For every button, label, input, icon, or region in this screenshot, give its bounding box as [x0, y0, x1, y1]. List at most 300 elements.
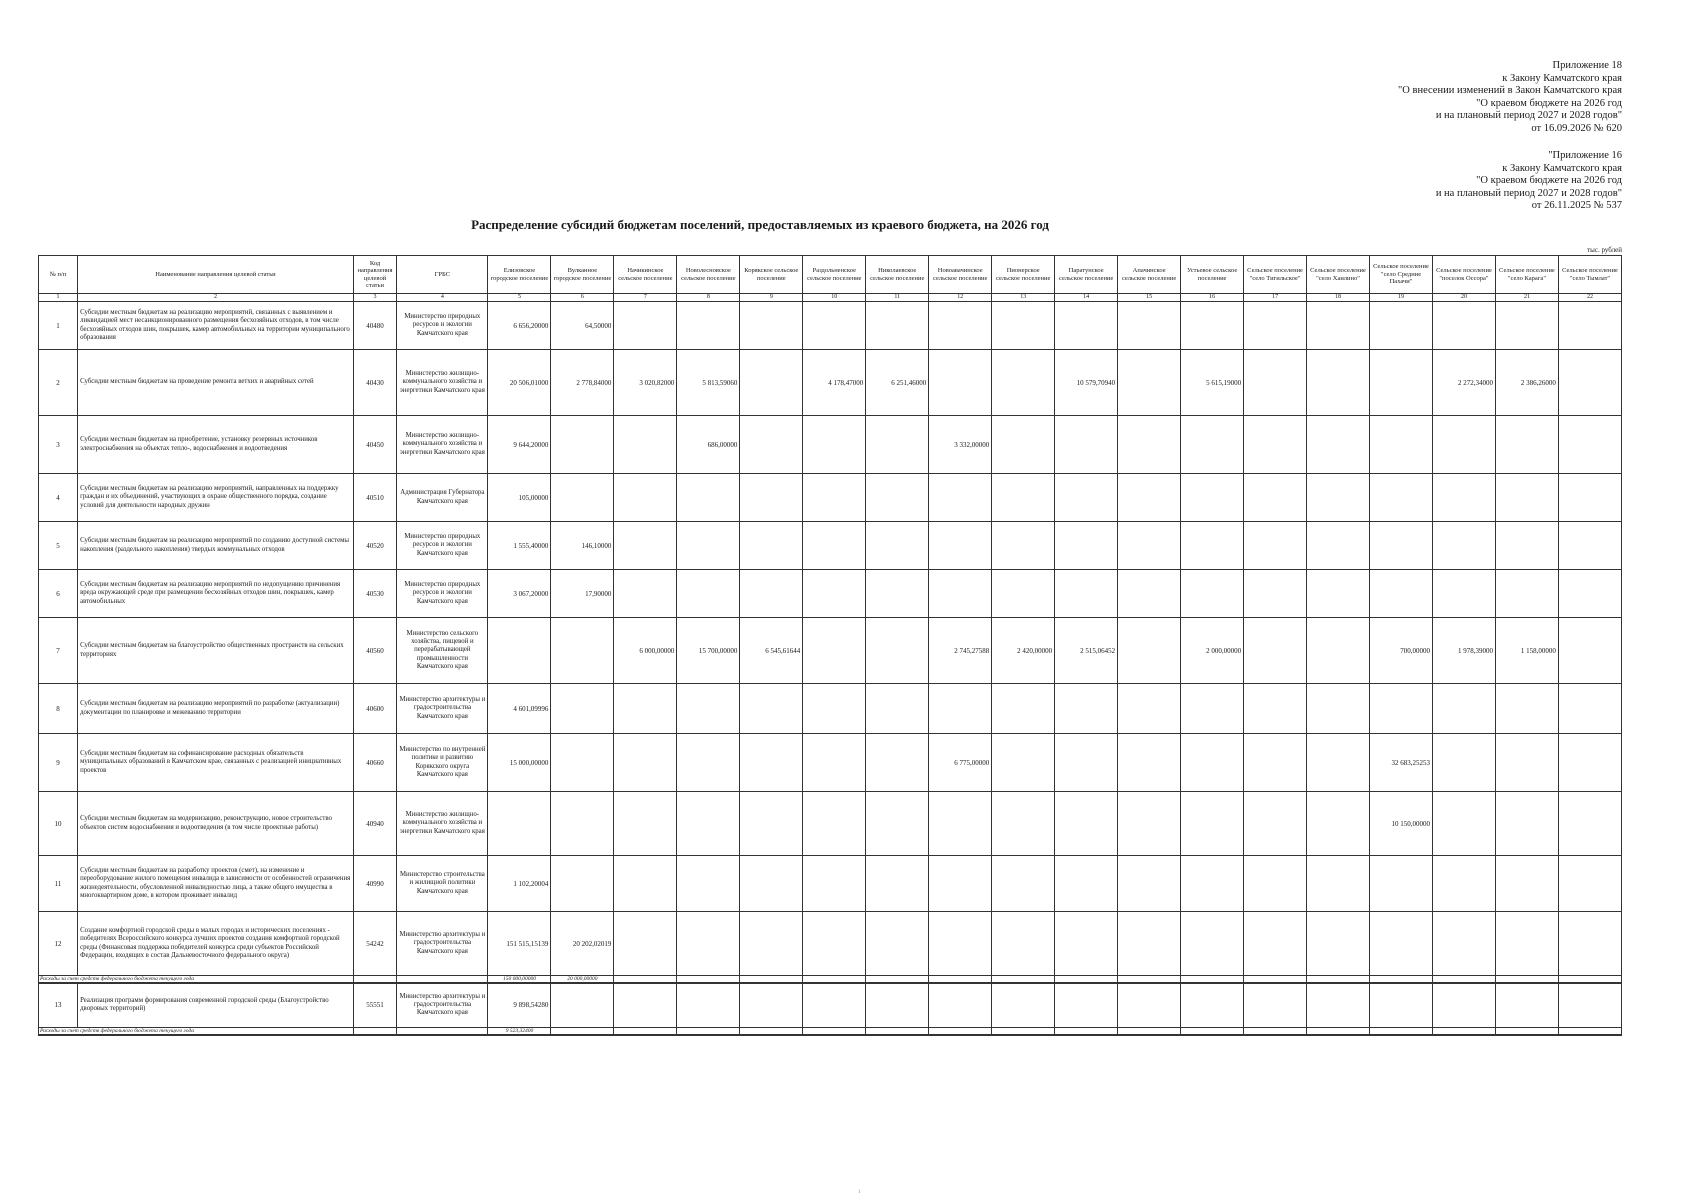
amount-cell — [614, 522, 677, 570]
direction-name: Субсидии местным бюджетам на реализацию мероприятий по разработке (актуализации) документации по планировке и межеванию территории — [78, 684, 354, 734]
amount-cell: 6 656,20000 — [488, 302, 551, 350]
amount-cell — [614, 570, 677, 618]
amount-cell — [803, 618, 866, 684]
amount-cell — [1118, 522, 1181, 570]
amount-cell — [1432, 734, 1495, 792]
annex-line: "О краевом бюджете на 2026 год — [1476, 175, 1622, 186]
amount-cell — [1118, 416, 1181, 474]
amount-cell: 2 778,84000 — [551, 350, 614, 416]
direction-name: Субсидии местным бюджетам на приобретение, установку резервных источников электроснабжения на объектах тепло-, водоснабжения и водоотведения — [78, 416, 354, 474]
amount-cell — [992, 302, 1055, 350]
column-number: 10 — [803, 294, 866, 302]
annex-line: "О внесении изменений в Закон Камчатского края — [1398, 85, 1622, 96]
amount-cell — [1432, 983, 1495, 1027]
direction-name: Субсидии местным бюджетам на реализацию мероприятий, связанных с выявлением и ликвидацией мест несанкционированного размещения бесхозяйных отходов, в том числе бесхозяйных отходов шин, покрышек, камер автомобильных на территории муниципального образования — [78, 302, 354, 350]
amount-cell — [1118, 684, 1181, 734]
amount-cell — [740, 912, 803, 976]
row-number: 1 — [39, 302, 78, 350]
amount-cell — [1558, 350, 1621, 416]
amount-cell — [1181, 792, 1244, 856]
federal-amount-cell — [1244, 1027, 1307, 1035]
direction-code: 40510 — [353, 474, 396, 522]
amount-cell — [1558, 302, 1621, 350]
amount-cell — [1495, 474, 1558, 522]
empty-cell — [397, 976, 488, 984]
annex-line: от 16.09.2026 № 620 — [1531, 122, 1622, 134]
amount-cell — [992, 522, 1055, 570]
federal-note: Расходы за счет средств федерального бюджета текущего года — [39, 976, 354, 984]
federal-amount-cell — [1055, 976, 1118, 984]
direction-code: 54242 — [353, 912, 396, 976]
amount-cell — [1055, 734, 1118, 792]
federal-amount-cell — [1558, 1027, 1621, 1035]
amount-cell — [866, 912, 929, 976]
grbs-name: Министерство жилищно-коммунального хозяйства и энергетики Камчатского края — [397, 350, 488, 416]
column-number-row — [39, 294, 1622, 302]
column-number: 6 — [551, 294, 614, 302]
amount-cell: 20 506,01000 — [488, 350, 551, 416]
federal-amount-cell: 20 000,00000 — [551, 976, 614, 984]
federal-amount-cell — [803, 1027, 866, 1035]
amount-cell — [740, 734, 803, 792]
column-number: 11 — [866, 294, 929, 302]
amount-cell — [488, 618, 551, 684]
amount-cell: 6 251,46000 — [866, 350, 929, 416]
amount-cell — [1307, 856, 1370, 912]
amount-cell — [992, 734, 1055, 792]
column-header: Раздольненское сельское поселение — [803, 256, 866, 294]
amount-cell — [1244, 983, 1307, 1027]
federal-amount-cell — [992, 1027, 1055, 1035]
table-row — [39, 350, 1622, 416]
amount-cell — [1181, 570, 1244, 618]
amount-cell: 15 700,00000 — [677, 618, 740, 684]
amount-cell — [992, 570, 1055, 618]
column-header: Паратунское сельское поселение — [1055, 256, 1118, 294]
amount-cell — [929, 474, 992, 522]
amount-cell — [1118, 856, 1181, 912]
amount-cell — [803, 416, 866, 474]
column-header: Сельское поселение "село Хаилино" — [1307, 256, 1370, 294]
amount-cell — [551, 474, 614, 522]
grbs-name: Министерство архитектуры и градостроительства Камчатского края — [397, 912, 488, 976]
amount-cell — [551, 856, 614, 912]
amount-cell — [677, 734, 740, 792]
amount-cell — [1118, 570, 1181, 618]
amount-cell — [1181, 856, 1244, 912]
amount-cell — [1181, 684, 1244, 734]
amount-cell — [1244, 570, 1307, 618]
federal-amount-cell — [1432, 976, 1495, 984]
amount-cell — [1244, 856, 1307, 912]
amount-cell — [1055, 302, 1118, 350]
amount-cell — [866, 416, 929, 474]
annex-line: и на плановый период 2027 и 2028 годов" — [1435, 187, 1622, 199]
column-header: Сельское поселение "поселок Оссора" — [1432, 256, 1495, 294]
column-number: 12 — [929, 294, 992, 302]
column-header: Пионерское сельское поселение — [992, 256, 1055, 294]
amount-cell — [1495, 856, 1558, 912]
amount-cell — [1432, 856, 1495, 912]
column-number: 1 — [39, 294, 78, 302]
federal-amount-cell — [929, 976, 992, 984]
column-header: Сельское поселение "село Средние Пахачи" — [1370, 256, 1433, 294]
amount-cell: 686,00000 — [677, 416, 740, 474]
amount-cell: 9 898,54280 — [488, 983, 551, 1027]
amount-cell — [1055, 912, 1118, 976]
direction-name: Субсидии местным бюджетам на благоустройство общественных пространств на сельских территориях — [78, 618, 354, 684]
amount-cell — [866, 570, 929, 618]
empty-cell — [397, 1027, 488, 1035]
column-header: Новоавачинское сельское поселение — [929, 256, 992, 294]
empty-cell — [353, 976, 396, 984]
page-mark: 1 — [858, 1190, 861, 1195]
amount-cell — [992, 684, 1055, 734]
amount-cell — [803, 684, 866, 734]
amount-cell — [677, 792, 740, 856]
amount-cell: 151 515,15139 — [488, 912, 551, 976]
amount-cell: 20 202,02019 — [551, 912, 614, 976]
amount-cell — [1181, 302, 1244, 350]
amount-cell — [1432, 416, 1495, 474]
amount-cell — [1370, 474, 1433, 522]
amount-cell — [1181, 522, 1244, 570]
column-header: Сельское поселение "село Тигильское" — [1244, 256, 1307, 294]
amount-cell — [1244, 618, 1307, 684]
amount-cell — [1244, 474, 1307, 522]
amount-cell — [929, 983, 992, 1027]
amount-cell — [803, 474, 866, 522]
federal-amount-cell — [1558, 976, 1621, 984]
amount-cell — [992, 983, 1055, 1027]
direction-code: 40560 — [353, 618, 396, 684]
column-header: Сельское поселение "село Карага" — [1495, 256, 1558, 294]
amount-cell — [1432, 474, 1495, 522]
grbs-name: Администрация Губернатора Камчатского края — [397, 474, 488, 522]
amount-cell — [866, 522, 929, 570]
column-header: Наименование направления целевой статьи — [78, 256, 354, 294]
amount-cell — [1307, 416, 1370, 474]
table-row — [39, 302, 1622, 350]
amount-cell — [866, 983, 929, 1027]
amount-cell — [1118, 983, 1181, 1027]
column-number: 3 — [353, 294, 396, 302]
table-row — [39, 912, 1622, 976]
amount-cell — [1370, 983, 1433, 1027]
amount-cell — [1055, 983, 1118, 1027]
grbs-name: Министерство жилищно-коммунального хозяйства и энергетики Камчатского края — [397, 416, 488, 474]
column-number: 20 — [1432, 294, 1495, 302]
column-header: Николаевское сельское поселение — [866, 256, 929, 294]
grbs-name: Министерство природных ресурсов и экологии Камчатского края — [397, 522, 488, 570]
amount-cell — [1432, 570, 1495, 618]
table-row — [39, 856, 1622, 912]
amount-cell — [1432, 522, 1495, 570]
amount-cell — [929, 792, 992, 856]
column-header: Корякское сельское поселение — [740, 256, 803, 294]
amount-cell — [1558, 474, 1621, 522]
amount-cell: 1 555,40000 — [488, 522, 551, 570]
amount-cell: 2 420,00000 — [992, 618, 1055, 684]
federal-amount-cell — [1118, 976, 1181, 984]
amount-cell: 2 745,27588 — [929, 618, 992, 684]
amount-cell — [551, 983, 614, 1027]
amount-cell: 6 545,61644 — [740, 618, 803, 684]
row-number: 13 — [39, 983, 78, 1027]
amount-cell — [803, 734, 866, 792]
column-number: 18 — [1307, 294, 1370, 302]
amount-cell — [1495, 570, 1558, 618]
amount-cell — [929, 856, 992, 912]
table-row — [39, 522, 1622, 570]
amount-cell — [677, 684, 740, 734]
amount-cell — [488, 792, 551, 856]
amount-cell — [866, 792, 929, 856]
amount-cell: 3 020,82000 — [614, 350, 677, 416]
column-header: Новолесновское сельское поселение — [677, 256, 740, 294]
amount-cell — [614, 912, 677, 976]
grbs-name: Министерство сельского хозяйства, пищевой и перерабатывающей промышленности Камчатского края — [397, 618, 488, 684]
amount-cell: 4 601,09996 — [488, 684, 551, 734]
row-number: 7 — [39, 618, 78, 684]
federal-funds-row — [39, 976, 1622, 984]
amount-cell: 700,00000 — [1370, 618, 1433, 684]
amount-cell — [1432, 912, 1495, 976]
table-row — [39, 570, 1622, 618]
amount-cell — [929, 912, 992, 976]
column-number: 5 — [488, 294, 551, 302]
amount-cell — [1558, 983, 1621, 1027]
row-number: 2 — [39, 350, 78, 416]
column-header: ГРБС — [397, 256, 488, 294]
amount-cell — [866, 856, 929, 912]
direction-code: 40990 — [353, 856, 396, 912]
federal-amount-cell — [1181, 976, 1244, 984]
amount-cell — [1244, 734, 1307, 792]
amount-cell — [1558, 522, 1621, 570]
amount-cell — [1495, 734, 1558, 792]
amount-cell — [1558, 734, 1621, 792]
amount-cell — [1370, 856, 1433, 912]
column-header: № п/п — [39, 256, 78, 294]
column-number: 15 — [1118, 294, 1181, 302]
row-number: 5 — [39, 522, 78, 570]
amount-cell — [1370, 350, 1433, 416]
direction-name: Субсидии местным бюджетам на реализацию мероприятий по недопущению причинения вреда окружающей среде при размещении бесхозяйных отходов шин, покрышек, камер автомобильных — [78, 570, 354, 618]
federal-amount-cell — [1244, 976, 1307, 984]
amount-cell — [1244, 350, 1307, 416]
column-header: Сельское поселение "село Тымлат" — [1558, 256, 1621, 294]
amount-cell — [992, 416, 1055, 474]
prior-annex-header — [1436, 150, 1622, 213]
direction-code: 55551 — [353, 983, 396, 1027]
direction-code: 40430 — [353, 350, 396, 416]
amount-cell — [929, 684, 992, 734]
amount-cell — [992, 856, 1055, 912]
amount-cell: 15 000,00000 — [488, 734, 551, 792]
amount-cell — [551, 734, 614, 792]
amount-cell — [1181, 912, 1244, 976]
table-row — [39, 474, 1622, 522]
column-number: 19 — [1370, 294, 1433, 302]
annex-line: Приложение 18 — [1552, 60, 1622, 71]
amount-cell: 2 000,00000 — [1181, 618, 1244, 684]
amount-cell — [1118, 474, 1181, 522]
amount-cell — [1055, 792, 1118, 856]
federal-amount-cell — [1181, 1027, 1244, 1035]
direction-code: 40450 — [353, 416, 396, 474]
amount-cell: 6 000,00000 — [614, 618, 677, 684]
amount-cell: 146,10000 — [551, 522, 614, 570]
federal-amount-cell — [866, 976, 929, 984]
amount-cell — [1495, 302, 1558, 350]
federal-note: Расходы за счет средств федерального бюджета текущего года — [39, 1027, 354, 1035]
column-number: 4 — [397, 294, 488, 302]
direction-name: Создание комфортной городской среды в малых городах и исторических поселениях - победителях Всероссийского конкурса лучших проектов создания комфортной городской среды (Финансовая поддержка победителей конкурса среди субъектов Российской Федерации, входящих в состав Дальневосточного федерального округа) — [78, 912, 354, 976]
amount-cell — [803, 522, 866, 570]
table-row — [39, 792, 1622, 856]
amount-cell — [1558, 792, 1621, 856]
direction-code: 40940 — [353, 792, 396, 856]
row-number: 12 — [39, 912, 78, 976]
amount-cell — [740, 474, 803, 522]
amount-cell — [1244, 416, 1307, 474]
amount-cell: 9 644,20000 — [488, 416, 551, 474]
amount-cell — [992, 912, 1055, 976]
annex-line: к Закону Камчатского края — [1502, 72, 1622, 84]
federal-amount-cell — [1495, 976, 1558, 984]
amount-cell — [866, 734, 929, 792]
amount-cell — [677, 302, 740, 350]
amount-cell: 105,00000 — [488, 474, 551, 522]
amount-cell — [1558, 618, 1621, 684]
annex-header — [1398, 60, 1622, 135]
amount-cell — [614, 474, 677, 522]
amount-cell — [929, 350, 992, 416]
amount-cell — [551, 416, 614, 474]
direction-code: 40600 — [353, 684, 396, 734]
federal-amount-cell — [677, 976, 740, 984]
amount-cell — [677, 912, 740, 976]
amount-cell — [866, 474, 929, 522]
amount-cell — [1307, 618, 1370, 684]
amount-cell — [1370, 684, 1433, 734]
grbs-name: Министерство природных ресурсов и экологии Камчатского края — [397, 302, 488, 350]
grbs-name: Министерство архитектуры и градостроительства Камчатского края — [397, 684, 488, 734]
column-header: Вулканное городское поселение — [551, 256, 614, 294]
federal-amount-cell — [677, 1027, 740, 1035]
amount-cell — [551, 792, 614, 856]
federal-amount-cell — [1370, 1027, 1433, 1035]
amount-cell — [929, 302, 992, 350]
amount-cell — [677, 570, 740, 618]
amount-cell — [1055, 416, 1118, 474]
amount-cell — [1495, 416, 1558, 474]
amount-cell — [740, 792, 803, 856]
column-number: 17 — [1244, 294, 1307, 302]
amount-cell — [866, 618, 929, 684]
amount-cell: 3 332,00000 — [929, 416, 992, 474]
amount-cell — [1055, 522, 1118, 570]
amount-cell: 1 158,00000 — [1495, 618, 1558, 684]
units-label: тыс. рублей — [1587, 246, 1622, 254]
annex-line: "О краевом бюджете на 2026 год — [1476, 97, 1622, 109]
amount-cell — [1307, 684, 1370, 734]
amount-cell — [803, 302, 866, 350]
amount-cell — [1244, 792, 1307, 856]
amount-cell — [677, 856, 740, 912]
federal-amount-cell — [1432, 1027, 1495, 1035]
amount-cell — [803, 912, 866, 976]
direction-name: Субсидии местным бюджетам на модернизацию, реконструкцию, новое строительство объектов систем водоснабжения и водоотведения (в том числе проектные работы) — [78, 792, 354, 856]
column-number: 8 — [677, 294, 740, 302]
amount-cell: 2 272,34000 — [1432, 350, 1495, 416]
amount-cell — [1181, 416, 1244, 474]
amount-cell — [803, 856, 866, 912]
amount-cell — [1307, 983, 1370, 1027]
row-number: 6 — [39, 570, 78, 618]
direction-name: Субсидии местным бюджетам на реализацию мероприятий, направленных на поддержку граждан и их объединений, участвующих в охране общественного порядка, создание условий для деятельности народных дружин — [78, 474, 354, 522]
amount-cell: 3 067,20000 — [488, 570, 551, 618]
amount-cell — [740, 350, 803, 416]
column-number: 9 — [740, 294, 803, 302]
federal-amount-cell — [1118, 1027, 1181, 1035]
direction-name: Субсидии местным бюджетам на софинансирование расходных обязательств муниципальных образований в Камчатском крае, связанных с реализацией инициативных проектов — [78, 734, 354, 792]
amount-cell: 5 615,19000 — [1181, 350, 1244, 416]
amount-cell: 10 579,70940 — [1055, 350, 1118, 416]
grbs-name: Министерство по внутренней политике и развитию Корякского округа Камчатского края — [397, 734, 488, 792]
amount-cell — [551, 618, 614, 684]
annex-line: "Приложение 16 — [1548, 150, 1622, 161]
amount-cell: 17,90000 — [551, 570, 614, 618]
document-title: Распределение субсидий бюджетам поселений, предоставляемых из краевого бюджета, на 2026 год — [471, 217, 1049, 232]
row-number: 11 — [39, 856, 78, 912]
amount-cell — [740, 856, 803, 912]
amount-cell — [1118, 734, 1181, 792]
federal-amount-cell — [803, 976, 866, 984]
grbs-name: Министерство строительства и жилищной политики Камчатского края — [397, 856, 488, 912]
column-number: 13 — [992, 294, 1055, 302]
amount-cell — [992, 350, 1055, 416]
amount-cell — [614, 983, 677, 1027]
amount-cell — [1495, 792, 1558, 856]
direction-name: Субсидии местным бюджетам на проведение ремонта ветхих и аварийных сетей — [78, 350, 354, 416]
amount-cell: 6 775,00000 — [929, 734, 992, 792]
amount-cell — [1244, 522, 1307, 570]
amount-cell — [803, 792, 866, 856]
amount-cell — [803, 570, 866, 618]
subsidy-table — [38, 255, 1622, 1036]
amount-cell — [1370, 302, 1433, 350]
column-header: Код направления целевой статьи — [353, 256, 396, 294]
table-row — [39, 983, 1622, 1027]
amount-cell — [1118, 912, 1181, 976]
amount-cell — [803, 983, 866, 1027]
amount-cell — [929, 570, 992, 618]
amount-cell — [677, 474, 740, 522]
amount-cell — [614, 792, 677, 856]
federal-amount-cell — [1055, 1027, 1118, 1035]
federal-amount-cell — [740, 1027, 803, 1035]
amount-cell — [614, 302, 677, 350]
amount-cell — [1370, 570, 1433, 618]
federal-amount-cell — [551, 1027, 614, 1035]
empty-cell — [353, 1027, 396, 1035]
amount-cell — [1055, 570, 1118, 618]
row-number: 8 — [39, 684, 78, 734]
federal-amount-cell — [929, 1027, 992, 1035]
federal-amount-cell — [1307, 1027, 1370, 1035]
